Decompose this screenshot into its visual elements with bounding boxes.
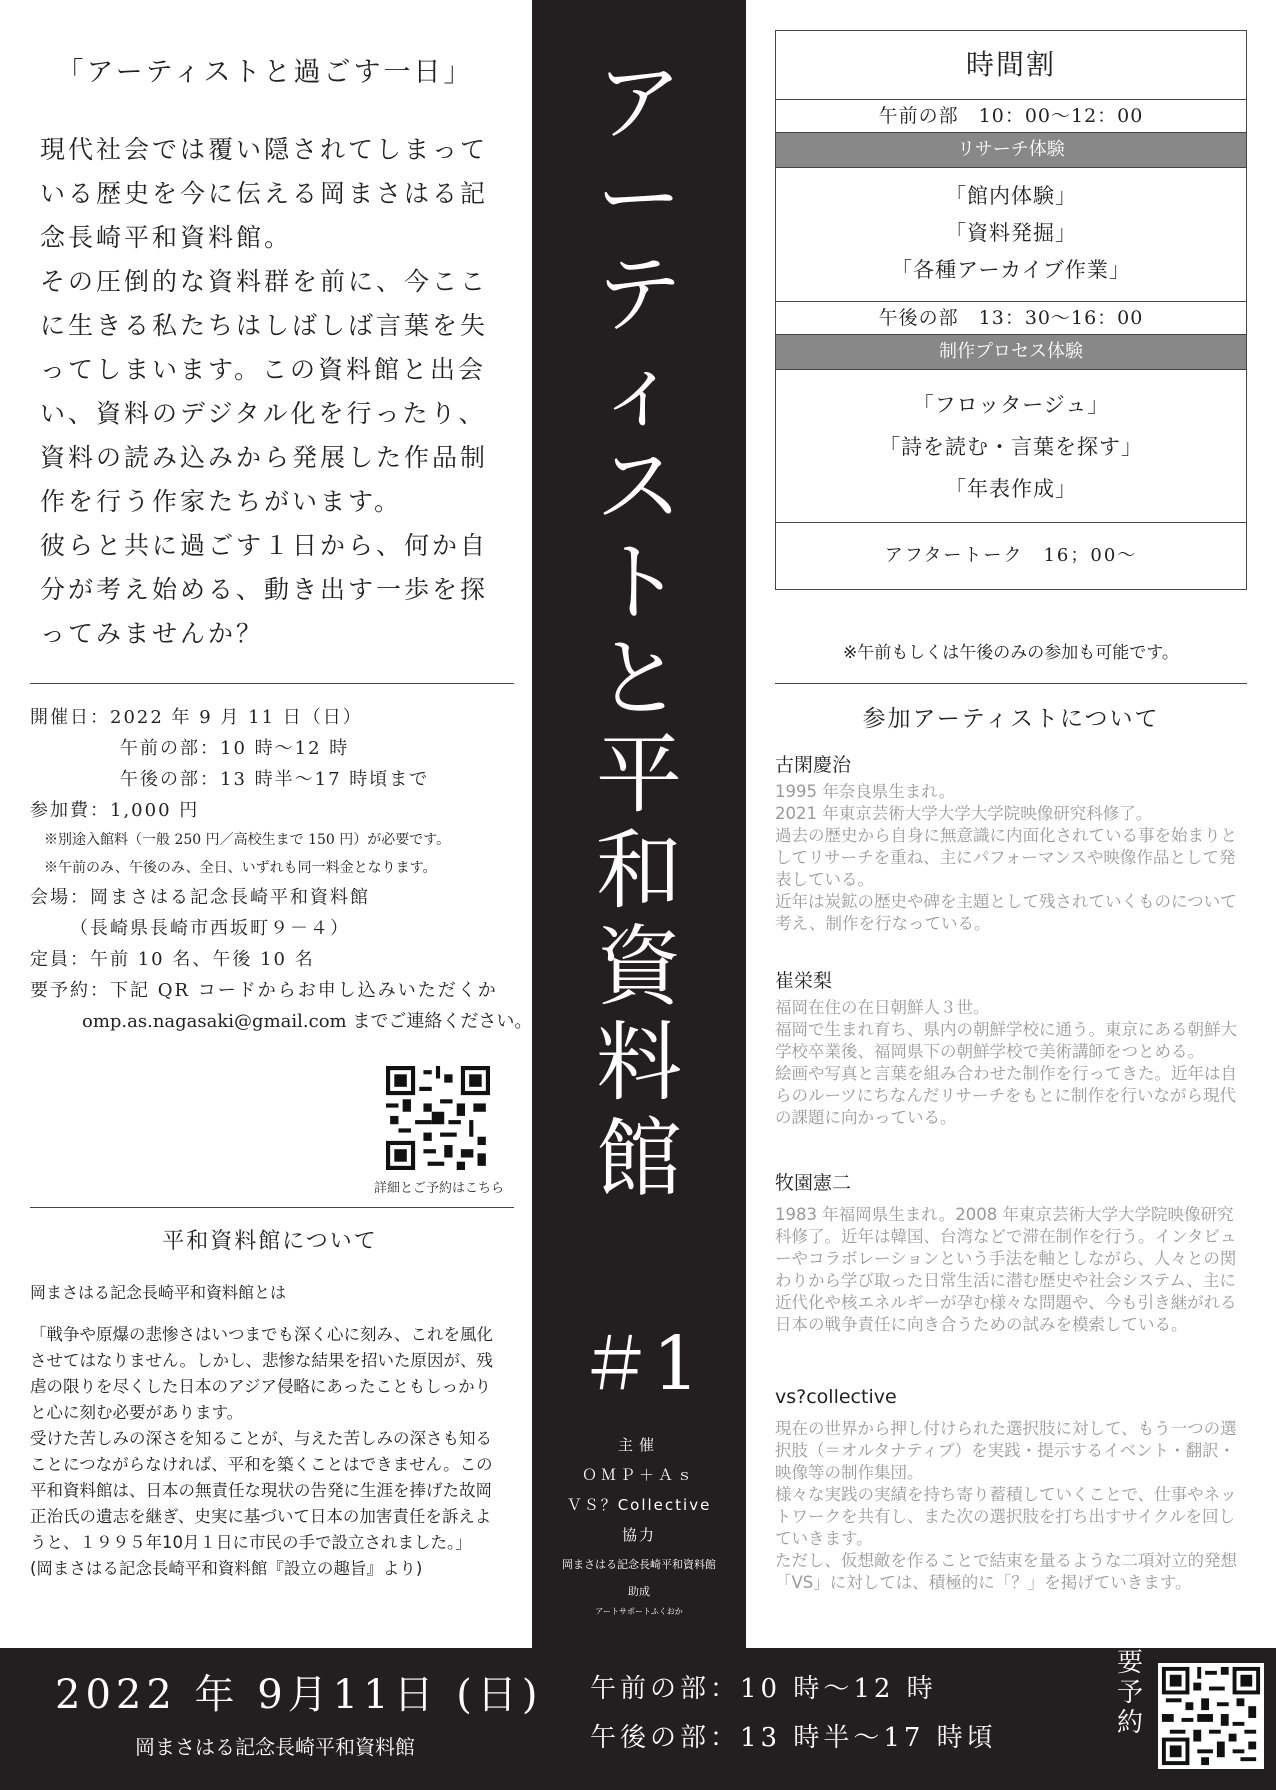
footer-am: 午前の部：10 時～12 時: [590, 1674, 937, 1704]
intro-paragraph: 彼らと共に過ごす１日から、何か自分が考え始める、動き出す一歩を探ってみませんか？: [40, 531, 489, 648]
title-char: 資: [596, 917, 682, 1017]
pm-time: 午後の部 13：30～16：00: [776, 302, 1246, 335]
title-char: ィ: [596, 341, 682, 441]
am-category: リサーチ体験: [776, 133, 1246, 168]
info-reservation: 要予約：下記 QR コードからお申し込みいただくか: [30, 980, 498, 1001]
grant-label: 助成: [628, 1585, 650, 1598]
info-pm: 午後の部：13 時半～17 時頃まで: [120, 769, 430, 790]
title-char: ト: [596, 533, 682, 633]
issue-number: ＃1: [578, 1321, 700, 1407]
event-info: [30, 702, 533, 1037]
title-char: と: [596, 629, 682, 729]
footer-date: 2022 年 9月11日 (日): [55, 1672, 543, 1718]
activity-item: 「年表作成」: [945, 477, 1077, 501]
am-time: 午前の部 10：00～12：00: [776, 100, 1246, 133]
title-char: 館: [596, 1109, 682, 1209]
artist-bio: 1995 年奈良県生まれ。 2021 年東京芸術大学大学大学院映像研究科修了。 過去の歴史から自身に無意識に内面化されている事を始まりとしてリサーチを重ね、主にパフォーマンスや映像作品として発表している。 近年は炭鉱の歴史や碑を主題として残されていくものについて考え、制作を行なっている。: [775, 782, 1237, 933]
artist-name: 牧園憲二: [775, 1172, 852, 1194]
peace-quote: [30, 1322, 506, 1582]
info-am: 午前の部：10 時～12 時: [120, 738, 350, 759]
title-char: ス: [596, 437, 682, 537]
am-activities: [776, 168, 1246, 302]
timetable-title: 時間割: [776, 31, 1246, 100]
activity-item: 「フロッタージュ」: [912, 393, 1110, 417]
host-name: ＶＳ？Collective: [566, 1496, 712, 1514]
info-address: （長崎県長崎市西坂町９－４）: [70, 918, 350, 939]
credits: [532, 1430, 746, 1620]
info-venue: 会場：岡まさはる記念長崎平和資料館: [30, 887, 370, 908]
quote-paragraph: 「戦争や原爆の悲惨さはいつまでも深く心に刻み、これを風化させてはなりません。しかし、悲惨な結果を招いた原因が、残虐の限りを尽くした日本のアジア侵略にあったこともしっかりと心に刻む必要があります。: [30, 1325, 493, 1422]
qr-caption: 詳細とご予約はこちら: [373, 1181, 504, 1196]
peace-section-title: 平和資料館について: [162, 1229, 378, 1254]
quote-paragraph: 受けた苦しみの深さを知ることが、与えた苦しみの深さも知ることにつながらなければ、平和を築くことはできません。この平和資料館は、日本の無責任な現状の告発に生涯を捧げた故岡正治氏の遺志を継ぎ、史実に基づいて日本の加害責任を訴えようと、１９９５年10月１日に市民の手で設立されました。」: [30, 1429, 493, 1552]
activity-item: 「詩を読む・言葉を探す」: [879, 435, 1143, 459]
info-capacity: 定員：午前 10 名、午後 10 名: [30, 949, 315, 970]
activity-item: 「資料発掘」: [945, 221, 1077, 245]
intro-paragraph: 現代社会では覆い隠されてしまっている歴史を今に伝える岡まさはる記念長崎平和資料館。: [40, 135, 489, 252]
intro-body: [40, 128, 510, 656]
divider: [30, 683, 514, 684]
host-name: ＯＭＰ＋Ａｓ: [581, 1466, 696, 1484]
title-char: 和: [596, 821, 682, 921]
pm-activities: [776, 370, 1246, 523]
title-char: ー: [596, 149, 682, 249]
divider: [30, 1207, 514, 1208]
info-fee-note: ※別途入館料（一般 250 円／高校生まで 150 円）が必要です。: [44, 832, 451, 848]
activity-item: 「各種アーカイブ作業」: [891, 258, 1131, 282]
title-char: テ: [596, 245, 682, 345]
footer-venue: 岡まさはる記念長崎平和資料館: [135, 1735, 415, 1759]
info-email[interactable]: omp.as.nagasaki@gmail.com までご連絡ください。: [82, 1011, 533, 1032]
main-title: [532, 55, 746, 1207]
title-char: 平: [596, 725, 682, 825]
artist-name: vs?collective: [775, 1386, 897, 1408]
artists-title: 参加アーティストについて: [862, 706, 1160, 732]
info-fee-note: ※午前のみ、午後のみ、全日、いずれも同一料金となります。: [44, 860, 437, 876]
after-talk: アフタートーク 16；00～: [884, 545, 1138, 566]
timetable: [775, 30, 1247, 590]
grant-name: アートサポートふくおか: [595, 1607, 683, 1616]
peace-subtitle: 岡まさはる記念長崎平和資料館とは: [30, 1283, 287, 1302]
qr-code-icon[interactable]: [1158, 1663, 1264, 1769]
activity-item: 「館内体験」: [945, 184, 1077, 208]
divider: [775, 683, 1247, 684]
artist-name: 崔栄梨: [775, 970, 833, 992]
qr-code-icon[interactable]: [386, 1066, 490, 1170]
title-char: 料: [596, 1013, 682, 1113]
coop-label: 協力: [621, 1526, 656, 1544]
info-fee: 参加費：1,000 円: [30, 800, 200, 821]
info-date: 開催日：2022 年 9 月 11 日（日）: [30, 707, 363, 728]
pm-category: 制作プロセス体験: [776, 335, 1246, 370]
artist-bio: 現在の世界から押し付けられた選択肢に対して、もう一つの選択肢（＝オルタナティブ）を実践・提示するイベント・翻訳・映像等の制作集団。 様々な実践の実績を持ち寄り蓄積していくことで、仕事やネットワークを共有し、また次の選択肢を打ち出すサイクルを回していきます。 ただし、仮想敵を作ることで結束を量るような二項対立的発想「VS」に対しては、積極的に「？」を掲げていきます。: [775, 1419, 1237, 1592]
artist-name: 古閑慶治: [775, 754, 852, 776]
quote-source: (岡まさはる記念長崎平和資料館『設立の趣旨』より): [30, 1559, 423, 1578]
host-label: 主催: [617, 1436, 660, 1454]
artist-bio: 福岡在住の在日朝鮮人３世。 福岡で生まれ育ち、県内の朝鮮学校に通う。東京にある朝鮮大学校卒業後、福岡県下の朝鮮学校で美術講師をつとめる。 絵画や写真と言葉を組み合わせた制作を行ってきた。近年は自らのルーツにちなんだリサーチをもとに制作を行いながら現代の課題に向かっている。: [775, 998, 1237, 1127]
coop-name: 岡まさはる記念長崎平和資料館: [562, 1558, 716, 1571]
footer-pm: 午後の部：13 時半～17 時頃: [590, 1723, 997, 1753]
footer-reserve-label: 要予約: [1116, 1648, 1143, 1738]
timetable-note: ※午前もしくは午後のみの参加も可能です。: [843, 643, 1179, 663]
title-char: ア: [596, 53, 682, 153]
intro-title: 「アーティストと過ごす一日」: [56, 57, 474, 88]
intro-paragraph: その圧倒的な資料群を前に、今ここに生きる私たちはしばしば言葉を失ってしまいます。この資料館と出会い、資料のデジタル化を行ったり、資料の読み込みから発展した作品制作を行う作家たちがいます。: [40, 267, 489, 516]
artist-bio: 1983 年福岡県生まれ。2008 年東京芸術大学大学院映像研究科修了。近年は韓国、台湾などで滞在制作を行う。インタビューやコラボレーションという手法を軸としながら、人々との関わりから学び取った日常生活に潜む歴史や社会システム、主に近代化や核エネルギーが孕む様々な問題や、今も引き継がれる日本の戦争責任に向き合うための試みを模索している。: [775, 1205, 1237, 1334]
